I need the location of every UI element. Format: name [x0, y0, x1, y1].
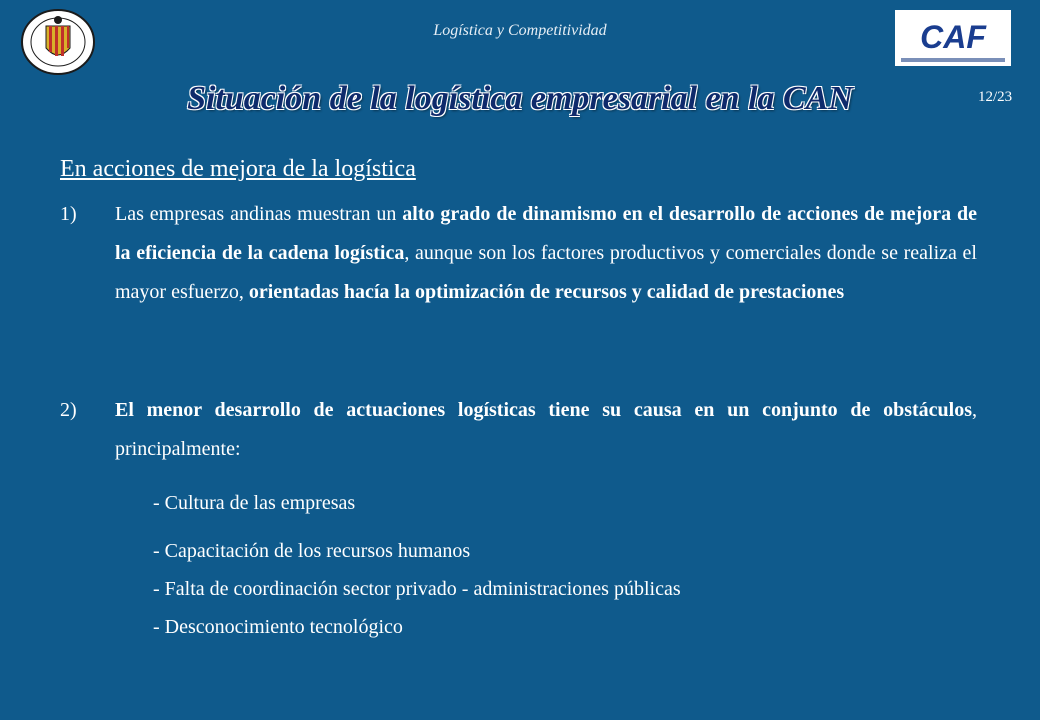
item-text: Las empresas andinas muestran un alto grado de dinamismo en el desarrollo de acciones de mejora de la eficiencia de la cadena logística, aunque son los factores productivos y comerciales donde se realiza el mayor esfuerzo, orientadas hacía la optimización de recursos y calidad de prestaciones — [115, 203, 977, 303]
item-text: El menor desarrollo de actuaciones logísticas tiene su causa en un conjunto de obstáculos, principalmente: — [115, 399, 977, 460]
section-heading: En acciones de mejora de la logística — [60, 156, 416, 182]
item-number: 2) — [60, 399, 77, 421]
obstacle-item: - Desconocimiento tecnológico — [153, 616, 403, 638]
list-item — [60, 195, 977, 312]
university-seal-logo — [20, 8, 96, 76]
obstacle-item: - Capacitación de los recursos humanos — [153, 540, 471, 562]
course-title: Logística y Competitividad — [433, 22, 607, 39]
slide-title: Situación de la logística empresarial en la CAN — [187, 80, 853, 117]
obstacle-item: - Falta de coordinación sector privado - administraciones públicas — [153, 578, 681, 600]
page-number: 12/23 — [978, 89, 1013, 105]
item-number: 1) — [60, 203, 77, 225]
obstacle-item: - Cultura de las empresas — [153, 492, 356, 514]
caf-logo — [895, 10, 1011, 66]
list-item — [60, 391, 977, 469]
caf-logo-text: CAF — [920, 19, 986, 55]
